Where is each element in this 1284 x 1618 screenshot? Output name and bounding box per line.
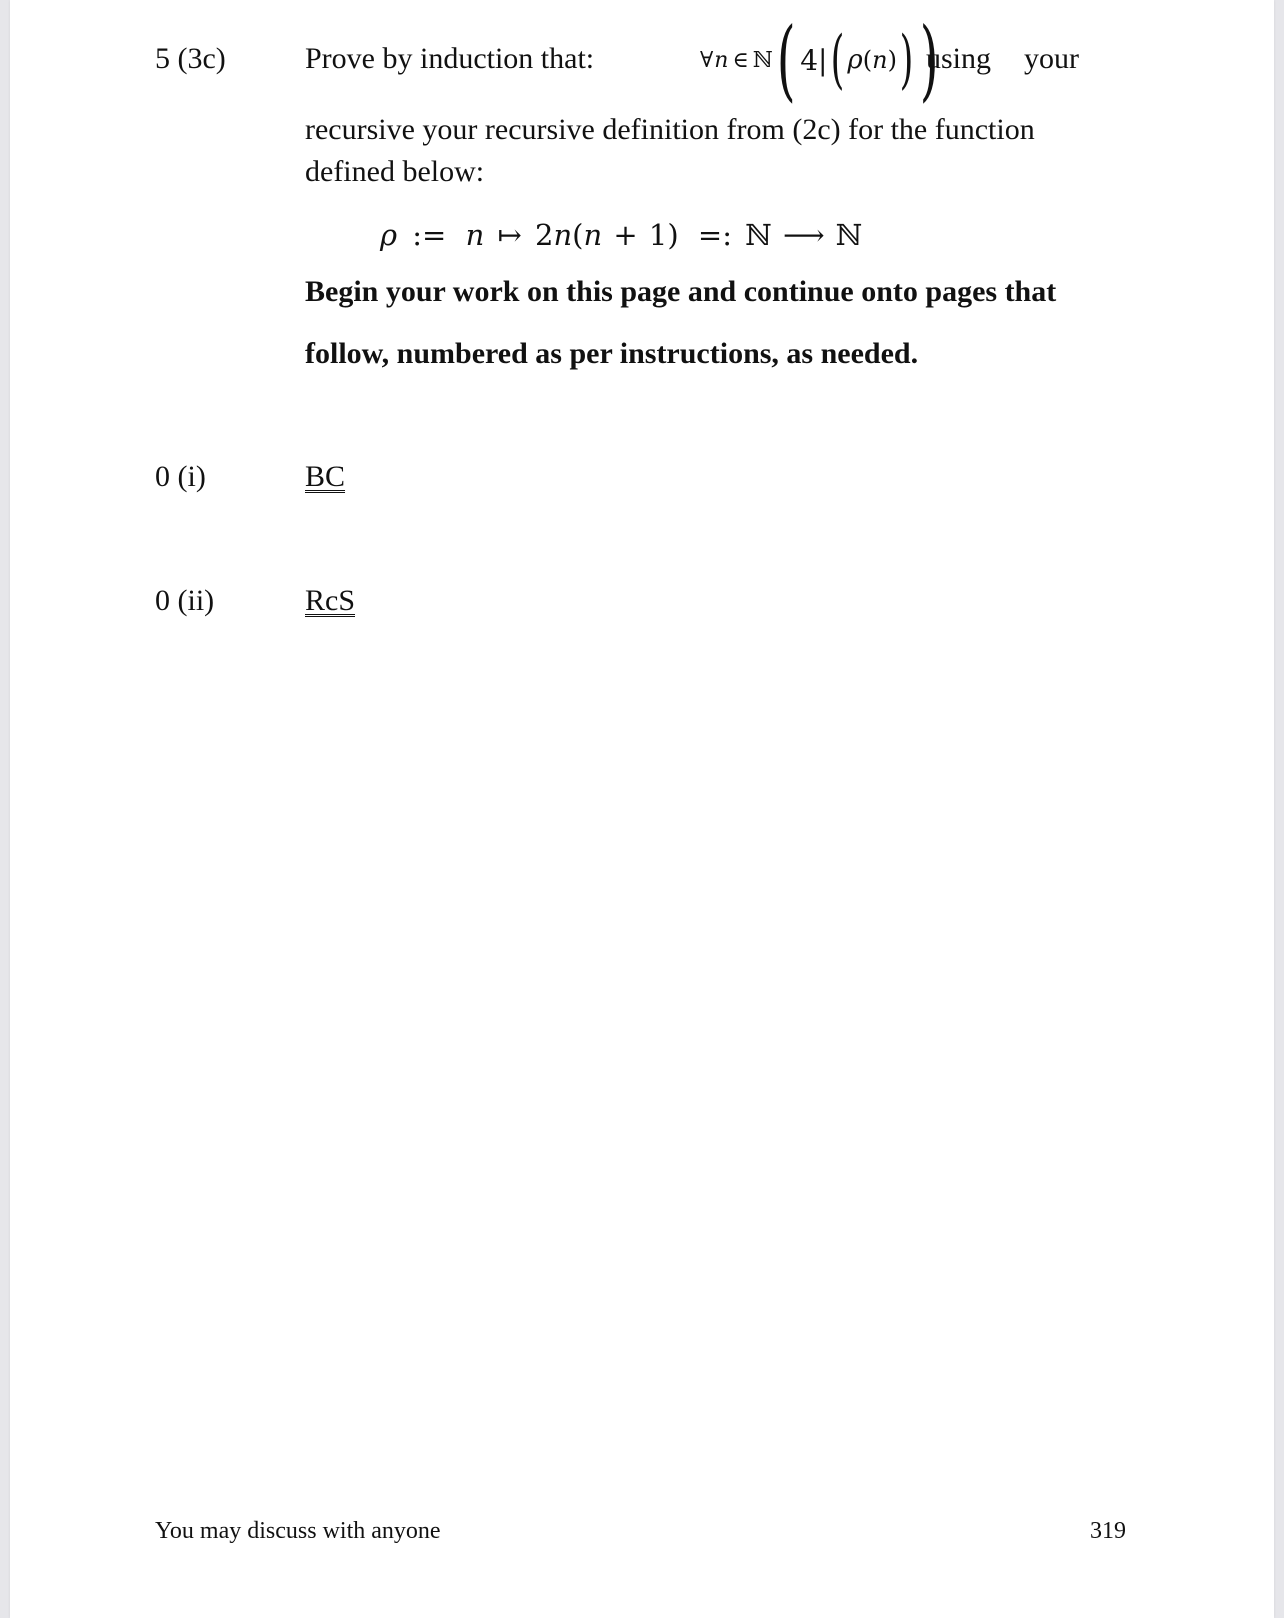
outer-paren-close: ) <box>919 8 939 111</box>
instruction-line-2: follow, numbered as per instructions, as needed. <box>305 337 919 370</box>
outer-paren-open: ( <box>776 8 796 111</box>
def-mapsto: ↦ <box>497 218 522 252</box>
page-number: 319 <box>1090 1518 1126 1544</box>
arg-open-paren: ( <box>862 46 873 74</box>
def-arrow: ⟶ <box>782 218 825 252</box>
naturals-symbol: ℕ <box>752 47 773 73</box>
arg-close-paren: ) <box>887 46 897 74</box>
def-rhs-close: ) <box>667 218 679 252</box>
part-i-label: BC <box>305 460 346 493</box>
instruction-line-1: Begin your work on this page and continue onto pages that <box>305 275 1057 308</box>
inner-paren-open: ( <box>831 23 845 97</box>
def-rhs-var: n <box>553 218 573 252</box>
def-var: n <box>465 218 485 252</box>
tail-word-using: using <box>926 42 992 75</box>
induction-formula <box>700 10 942 110</box>
question-line-3: defined below: <box>305 155 485 188</box>
rho-symbol: ρ <box>847 45 863 75</box>
def-assign: := <box>412 218 447 252</box>
footer-note: You may discuss with anyone <box>155 1518 441 1544</box>
part-ii-score: 0 (ii) <box>155 584 215 617</box>
formula-var: n <box>714 47 729 73</box>
document-page <box>10 0 1274 1618</box>
def-eqcolon: =: <box>697 218 732 252</box>
function-definition <box>380 218 862 252</box>
arg-var: n <box>872 46 888 74</box>
question-lead: Prove by induction that: <box>305 42 595 75</box>
def-codomain: ℕ <box>835 218 863 252</box>
question-line-2: recursive your recursive definition from (2c) for the function <box>305 113 1035 146</box>
part-i-score: 0 (i) <box>155 460 206 493</box>
forall-symbol: ∀ <box>700 47 714 73</box>
tail-word-your: your <box>1024 42 1079 75</box>
def-domain: ℕ <box>745 218 772 252</box>
def-plus: + <box>613 218 638 252</box>
element-of-symbol: ∈ <box>732 47 749 73</box>
def-rhs-var2: n <box>583 218 603 252</box>
def-rhs-open: ( <box>572 218 584 252</box>
part-ii-label: RcS <box>305 584 356 617</box>
def-one: 1 <box>648 218 668 252</box>
def-coef: 2 <box>535 218 554 252</box>
def-rho: ρ <box>380 218 398 252</box>
divides-expression: 4| <box>800 43 828 77</box>
question-number: 5 (3c) <box>155 42 226 75</box>
inner-paren-close: ) <box>899 23 914 97</box>
